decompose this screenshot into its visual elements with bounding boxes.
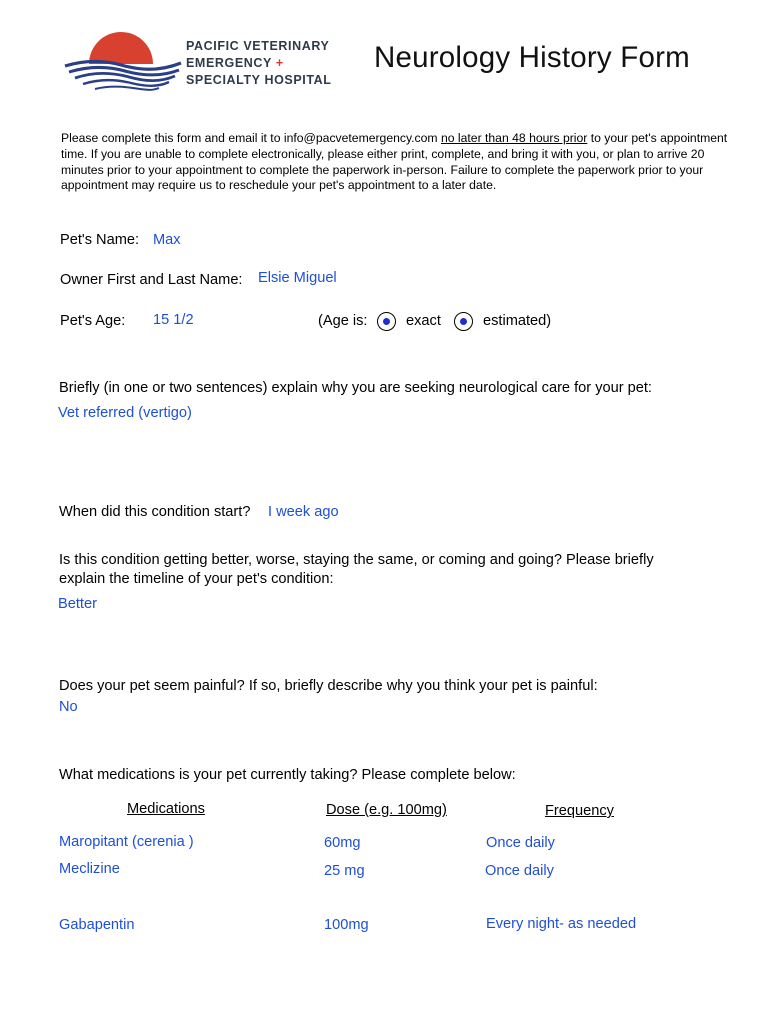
frequency-column-header: Frequency — [545, 803, 614, 819]
owner-name-label: Owner First and Last Name: — [60, 272, 243, 288]
pet-name-label: Pet's Name: — [60, 232, 140, 248]
age-exact-radio[interactable] — [377, 312, 396, 331]
plus-icon: + — [275, 56, 284, 70]
deadline-underlined: no later than 48 hours prior — [440, 131, 588, 145]
timeline-answer-field[interactable]: Better — [58, 596, 97, 612]
medication-dose-field[interactable]: 100mg — [324, 917, 369, 933]
pet-age-label: Pet's Age: — [60, 313, 126, 329]
logo-line-1: PACIFIC VETERINARY — [186, 39, 330, 53]
pet-age-field[interactable]: 15 1/2 — [153, 312, 194, 328]
medication-name-field[interactable]: Gabapentin — [59, 917, 135, 933]
pain-answer-field[interactable]: No — [59, 699, 78, 715]
reason-question: Briefly (in one or two sentences) explain why you are seeking neurological care for your pet: — [59, 380, 652, 396]
logo-line-3: SPECIALTY HOSPITAL — [186, 73, 332, 87]
medication-frequency-field[interactable]: Every night- as needed — [486, 916, 637, 932]
medication-frequency-field[interactable]: Once daily — [486, 835, 555, 851]
owner-name-field[interactable]: Elsie Miguel — [258, 270, 337, 286]
medication-name-field[interactable]: Meclizine — [59, 861, 120, 877]
radio-selected-dot — [460, 318, 467, 325]
pet-name-field[interactable]: Max — [153, 232, 181, 248]
medications-column-header: Medications — [127, 801, 205, 817]
age-estimated-radio[interactable] — [454, 312, 473, 331]
medication-frequency-field[interactable]: Once daily — [485, 863, 554, 879]
radio-selected-dot — [383, 318, 390, 325]
medication-dose-field[interactable]: 60mg — [324, 835, 361, 851]
sun-waves-logo-icon — [63, 30, 183, 94]
logo-line-2: EMERGENCY + — [186, 56, 284, 70]
logo-wordmark — [186, 38, 332, 89]
medication-name-field[interactable]: Maropitant (cerenia ) — [59, 834, 194, 850]
reason-answer-field[interactable]: Vet referred (vertigo) — [58, 405, 192, 421]
medication-dose-field[interactable]: 25 mg — [324, 863, 365, 879]
age-is-label: (Age is: — [318, 313, 368, 329]
start-answer-field[interactable]: I week ago — [268, 504, 339, 520]
pain-question: Does your pet seem painful? If so, briefly describe why you think your pet is painful: — [59, 678, 598, 694]
instructions-paragraph: Please complete this form and email it to info@pacvetemergency.com no later than 48 hours prior to your pet's appointment time. If you are unable to complete electronically, please either print, complete, and bring it with you, or plan to arrive 20 minutes prior to your appointment to complete the paperwork in-person. Failure to complete the paperwork prior to your appointment may require us to reschedule your pet's appointment to a later date. — [61, 131, 728, 193]
age-estimated-label: estimated) — [483, 313, 552, 329]
dose-column-header: Dose (e.g. 100mg) — [326, 802, 447, 818]
medications-question: What medications is your pet currently taking? Please complete below: — [59, 767, 516, 783]
timeline-question-line-1: Is this condition getting better, worse, staying the same, or coming and going? Please briefly — [59, 552, 654, 568]
start-question: When did this condition start? — [59, 504, 251, 520]
timeline-question-line-2: explain the timeline of your pet's condition: — [59, 571, 334, 587]
age-exact-label: exact — [406, 313, 441, 329]
page-title: Neurology History Form — [374, 41, 690, 74]
